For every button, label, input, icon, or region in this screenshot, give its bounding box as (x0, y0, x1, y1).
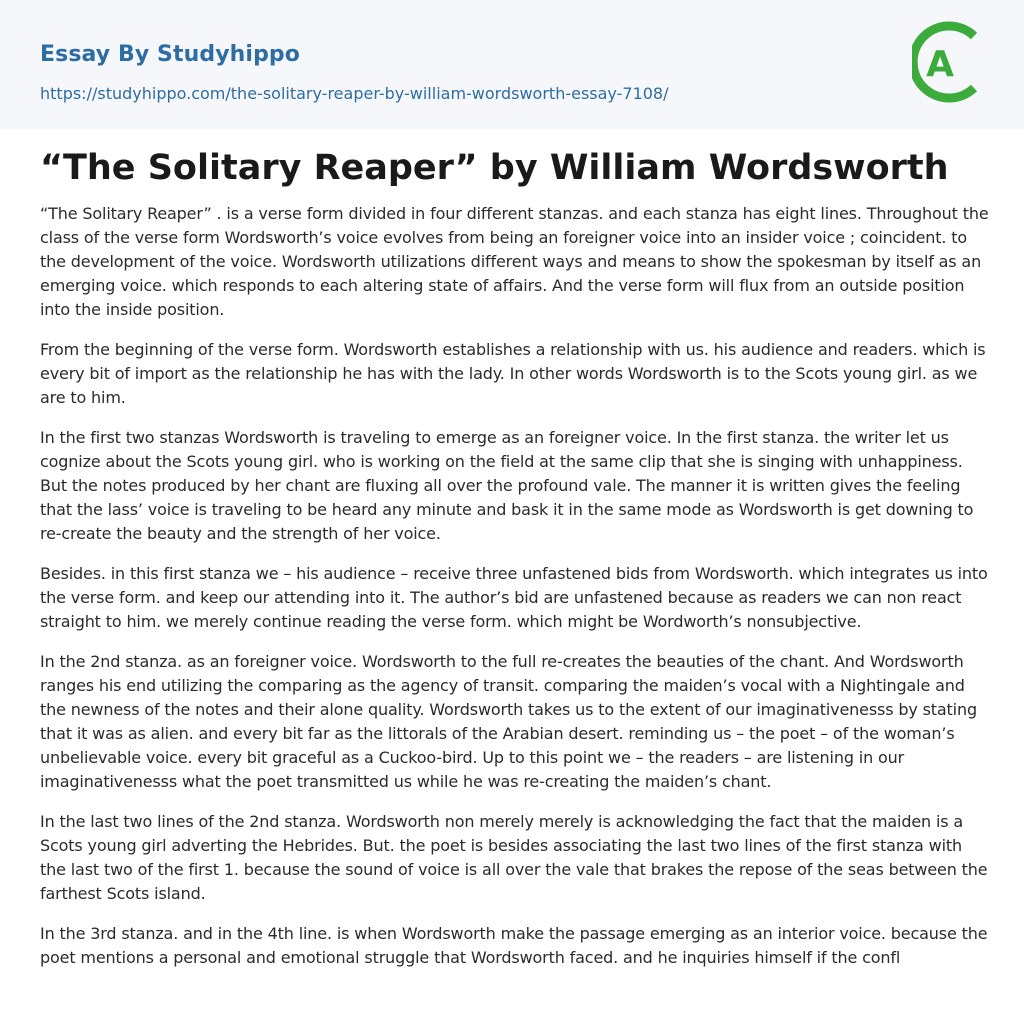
essay-title: “The Solitary Reaper” by William Wordsworth (40, 148, 949, 188)
essay-url-link[interactable]: https://studyhippo.com/the-solitary-reaper-by-william-wordsworth-essay-7108/ (40, 84, 669, 103)
paragraph-1: “The Solitary Reaper” . is a verse form divided in four different stanzas. and each stanza has eight lines. Throughout the class of the verse form Wordsworth’s voice evolves from being an foreigner voice into an insider voice ; coincident. to the development of the voice. Wordsworth utilizations different ways and means to show the spokesman by itself as an emerging voice. which responds to each altering state of affairs. And the verse form will flux from an outside position into the inside position. (40, 204, 989, 319)
paragraph-4: Besides. in this first stanza we – his audience – receive three unfastened bids from Wordsworth. which integrates us into the verse form. and keep our attending into it. The author’s bid are unfastened because as readers we can non react straight to him. we merely continue reading the verse form. which might be Wordworth’s nonsubjective. (40, 564, 988, 631)
site-title[interactable]: Essay By Studyhippo (40, 42, 300, 67)
paragraph-7: In the 3rd stanza. and in the 4th line. is when Wordsworth make the passage emerging as an interior voice. because the poet mentions a personal and emotional struggle that Wordsworth faced. and he inquiries himself if the confl (40, 924, 988, 967)
truncated-paragraph-wrap (40, 922, 990, 970)
studyhippo-logo-icon[interactable] (912, 18, 988, 106)
site-header (0, 0, 1024, 129)
essay-content (40, 142, 990, 970)
logo-letter: A (926, 44, 954, 85)
paragraph-5: In the 2nd stanza. as an foreigner voice. Wordsworth to the full re-creates the beauties of the chant. And Wordsworth ranges his end utilizing the comparing as the agency of transit. comparing the maiden’s vocal with a Nightingale and the newness of the notes and their alone quality. Wordsworth takes us to the extent of our imaginativenesss by stating that it was as alien. and every bit far as the littorals of the Arabian desert. reminding us – the poet – of the woman’s unbelievable voice. every bit graceful as a Cuckoo-bird. Up to this point we – the readers – are listening in our imaginativenesss what the poet transmitted us while he was re-creating the maiden’s chant. (40, 652, 977, 791)
paragraph-3: In the first two stanzas Wordsworth is traveling to emerge as an foreigner voice. In the first stanza. the writer let us cognize about the Scots young girl. who is working on the field at the same clip that she is singing with unhappiness. But the notes produced by her chant are fluxing all over the profound vale. The manner it is written gives the feeling that the lass’ voice is traveling to be heard any minute and bask it in the same mode as Wordsworth is get downing to re-create the beauty and the strength of her voice. (40, 428, 974, 543)
paragraph-6: In the last two lines of the 2nd stanza. Wordsworth non merely merely is acknowledging the fact that the maiden is a Scots young girl adverting the Hebrides. But. the poet is besides associating the last two lines of the first stanza with the last two of the first 1. because the sound of voice is all over the vale that brakes the repose of the seas between the farthest Scots island. (40, 812, 988, 903)
paragraph-2: From the beginning of the verse form. Wordsworth establishes a relationship with us. his audience and readers. which is every bit of import as the relationship he has with the lady. In other words Wordsworth is to the Scots young girl. as we are to him. (40, 340, 986, 407)
